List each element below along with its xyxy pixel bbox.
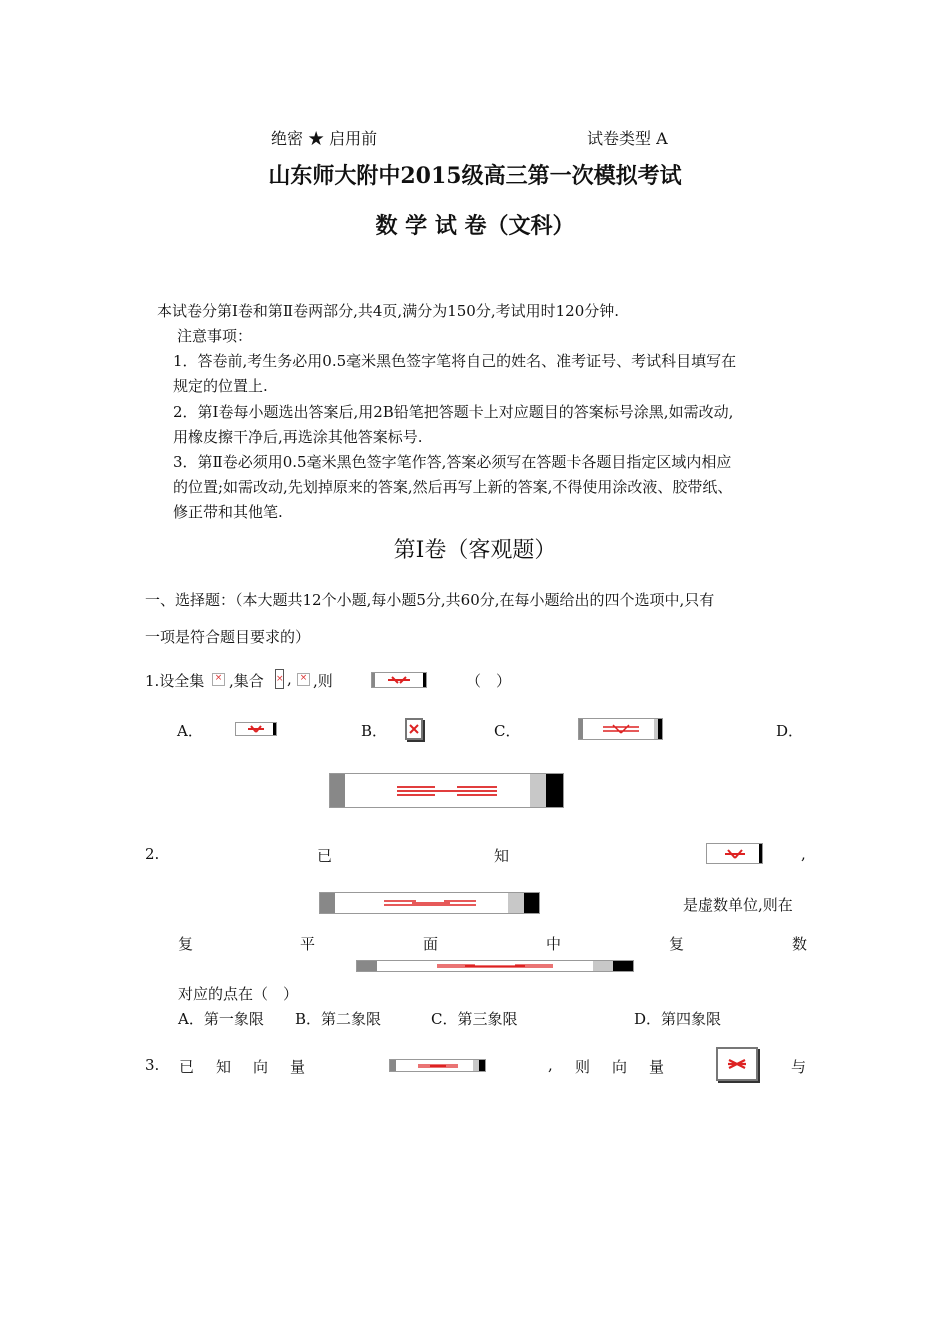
- q2-option-d: D．第四象限: [634, 1010, 722, 1028]
- q1-prefix: 1.设全集: [145, 672, 205, 690]
- formula-image: [578, 718, 663, 740]
- q2-word: 知: [494, 847, 510, 865]
- q3-word: 量: [290, 1058, 306, 1076]
- q3-word: 已: [179, 1058, 195, 1076]
- intro-line: 本试卷分第Ⅰ卷和第Ⅱ卷两部分,共4页,满分为150分,考试用时120分钟.: [157, 302, 619, 320]
- q2-option-a: A．第一象限: [178, 1010, 264, 1028]
- notice-1: 1．答卷前,考生务必用0.5毫米黑色签字笔将自己的姓名、准考证号、考试科目填写在: [173, 352, 737, 370]
- q1-option-a: A．: [177, 722, 203, 740]
- notice-1-cont: 规定的位置上.: [173, 377, 268, 395]
- broken-image-icon: [723, 849, 747, 859]
- q2-word: 已: [317, 847, 333, 865]
- section-instruction-cont: 一项是符合题目要求的）: [145, 628, 311, 646]
- q3-word: 量: [649, 1058, 665, 1076]
- broken-image-icon: ×: [212, 673, 225, 686]
- broken-image-icon: ×: [275, 669, 284, 689]
- broken-image-icon: [246, 725, 266, 733]
- q2-comma: ,: [801, 845, 806, 863]
- q2-word: 复: [669, 935, 685, 953]
- formula-image: [356, 960, 634, 972]
- notice-title: 注意事项：: [177, 327, 253, 345]
- notice-3: 3．第Ⅱ卷必须用0.5毫米黑色签字笔作答,答案必须写在答题卡各题目指定区域内相应: [173, 453, 732, 471]
- q3-word: 知: [216, 1058, 232, 1076]
- broken-image-icon: [395, 784, 499, 798]
- broken-image-icon: [409, 724, 419, 734]
- q2-number: 2.: [145, 845, 160, 863]
- broken-image-icon: [601, 724, 641, 734]
- q3-word: 向: [612, 1058, 628, 1076]
- broken-image-icon: ×: [297, 673, 310, 686]
- q2-word: 面: [423, 935, 439, 953]
- q2-word: 复: [178, 935, 194, 953]
- q2-word: 中: [546, 935, 562, 953]
- broken-image-icon: [416, 1063, 460, 1069]
- q2-word: 数: [792, 935, 808, 953]
- formula-image: [319, 892, 540, 914]
- formula-image: [371, 672, 427, 688]
- section-title: 第I卷（客观题）: [393, 538, 557, 563]
- q2-question-tail: 对应的点在（ ）: [178, 985, 299, 1003]
- formula-image: [706, 843, 763, 864]
- broken-image-icon: [727, 1058, 747, 1070]
- q2-word: 平: [300, 935, 316, 953]
- exam-title: 山东师大附中2015级高三第一次模拟考试: [268, 163, 682, 189]
- secret-label: 绝密 ★ 启用前: [271, 129, 378, 148]
- section-instruction: 一、选择题：（本大题共12个小题,每小题5分,共60分,在每小题给出的四个选项中,只有: [145, 591, 715, 609]
- notice-2-cont: 用橡皮擦干净后,再选涂其他答案标号.: [173, 428, 423, 446]
- notice-2: 2．第Ⅰ卷每小题选出答案后,用2B铅笔把答题卡上对应题目的答案标号涂黑,如需改动,: [173, 403, 734, 421]
- q3-number: 3.: [145, 1056, 160, 1074]
- broken-image-icon: [386, 676, 412, 684]
- broken-image-icon: [435, 963, 555, 969]
- q1-option-b: B．: [361, 722, 388, 740]
- q2-option-b: B．第二象限: [295, 1010, 382, 1028]
- formula-image: [235, 722, 277, 736]
- q3-word: 则: [575, 1058, 591, 1076]
- formula-image: [389, 1059, 486, 1072]
- q1-mid1: ,集合: [229, 672, 264, 690]
- q2-tail: 是虚数单位,则在: [683, 896, 793, 914]
- q1-comma: ,: [287, 670, 292, 688]
- q2-option-c: C．第三象限: [431, 1010, 518, 1028]
- broken-image-icon: [382, 898, 478, 908]
- paper-type: 试卷类型 A: [587, 129, 668, 148]
- notice-3-end: 修正带和其他笔.: [173, 503, 283, 521]
- exam-subtitle: 数 学 试 卷（文科）: [375, 213, 575, 239]
- q1-option-c: C．: [494, 722, 521, 740]
- q1-paren: （ ）: [466, 672, 512, 690]
- q3-word: 向: [253, 1058, 269, 1076]
- q1-option-d: D．: [776, 722, 804, 740]
- formula-image: [329, 773, 564, 808]
- q1-mid2: ,则: [313, 672, 333, 690]
- q3-word: 与: [791, 1058, 807, 1076]
- formula-image: [405, 718, 423, 740]
- q3-comma: ,: [548, 1056, 553, 1074]
- notice-3-cont: 的位置;如需改动,先划掉原来的答案,然后再写上新的答案,不得使用涂改液、胶带纸、: [173, 478, 733, 496]
- formula-image: [716, 1047, 758, 1081]
